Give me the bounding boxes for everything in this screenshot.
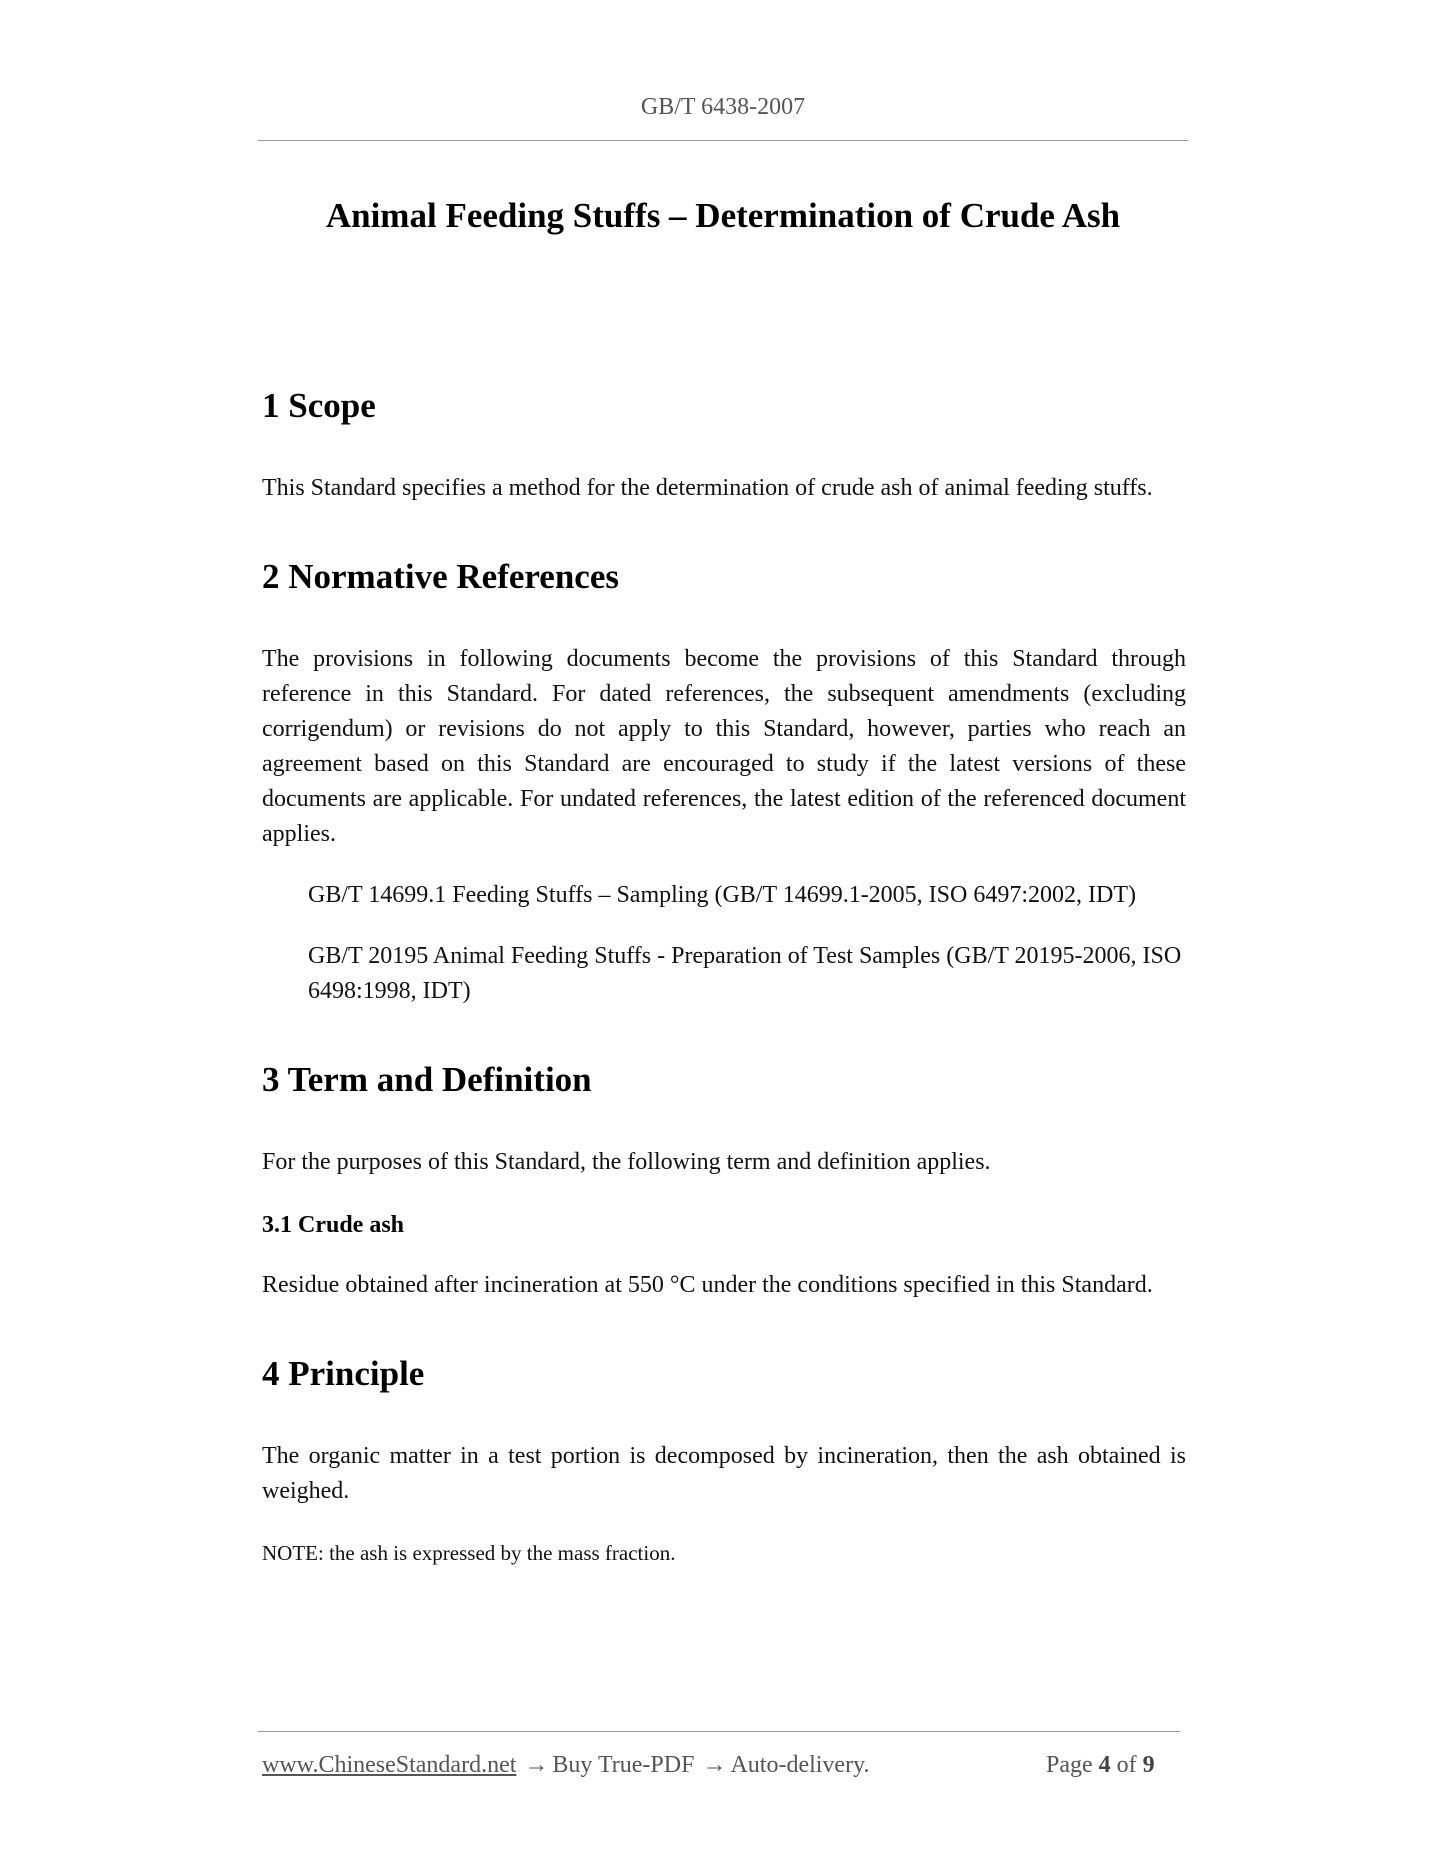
right-arrow-icon: →	[524, 1752, 549, 1778]
running-header-standard-code: GB/T 6438-2007	[640, 94, 806, 120]
principle-paragraph: The organic matter in a test portion is decomposed by incineration, then the ash obtained is weighed.	[262, 1443, 1186, 1504]
total-page-number: 9	[1142, 1752, 1155, 1778]
reference-item: GB/T 20195 Animal Feeding Stuffs - Preparation of Test Samples (GB/T 20195-2006, ISO 6498:1998, IDT)	[308, 943, 1182, 1004]
reference-item: GB/T 14699.1 Feeding Stuffs – Sampling (GB/T 14699.1-2005, ISO 6497:2002, IDT)	[308, 882, 1136, 908]
header-divider	[258, 140, 1188, 141]
principle-note: NOTE: the ash is expressed by the mass fraction.	[262, 1541, 676, 1565]
section-heading-principle: 4 Principle	[262, 1354, 425, 1393]
normative-references-paragraph: The provisions in following documents become the provisions of this Standard through reference in this Standard. For dated references, the subsequent amendments (excluding corrigendum) or revisions do not apply to this Standard, however, parties who reach an agreement based on this Standard are encouraged to study if the latest versions of these documents are applicable. For undated references, the latest edition of the referenced document applies.	[262, 646, 1186, 847]
term-definition-paragraph: Residue obtained after incineration at 550 °C under the conditions specified in this Standard.	[262, 1272, 1153, 1298]
terms-intro-paragraph: For the purposes of this Standard, the following term and definition applies.	[262, 1149, 991, 1175]
right-arrow-icon: →	[702, 1752, 727, 1778]
auto-delivery-text: Auto-delivery.	[730, 1752, 870, 1778]
page-number	[1046, 1752, 1155, 1779]
page-label: Page	[1046, 1752, 1093, 1778]
footer-promo	[262, 1752, 870, 1779]
section-heading-term-and-definition: 3 Term and Definition	[262, 1060, 592, 1099]
footer-divider	[258, 1731, 1180, 1732]
buy-true-pdf-text: Buy True-PDF	[552, 1752, 695, 1778]
page-of-label: of	[1116, 1752, 1137, 1778]
section-heading-normative-references: 2 Normative References	[262, 557, 619, 596]
term-heading-crude-ash: 3.1 Crude ash	[262, 1212, 405, 1238]
chinese-standard-link[interactable]: www.ChineseStandard.net	[262, 1752, 517, 1778]
section-heading-scope: 1 Scope	[262, 386, 376, 425]
scope-paragraph: This Standard specifies a method for the determination of crude ash of animal feeding stuffs.	[262, 475, 1153, 501]
current-page-number: 4	[1098, 1752, 1111, 1778]
document-title: Animal Feeding Stuffs – Determination of Crude Ash	[325, 196, 1121, 235]
